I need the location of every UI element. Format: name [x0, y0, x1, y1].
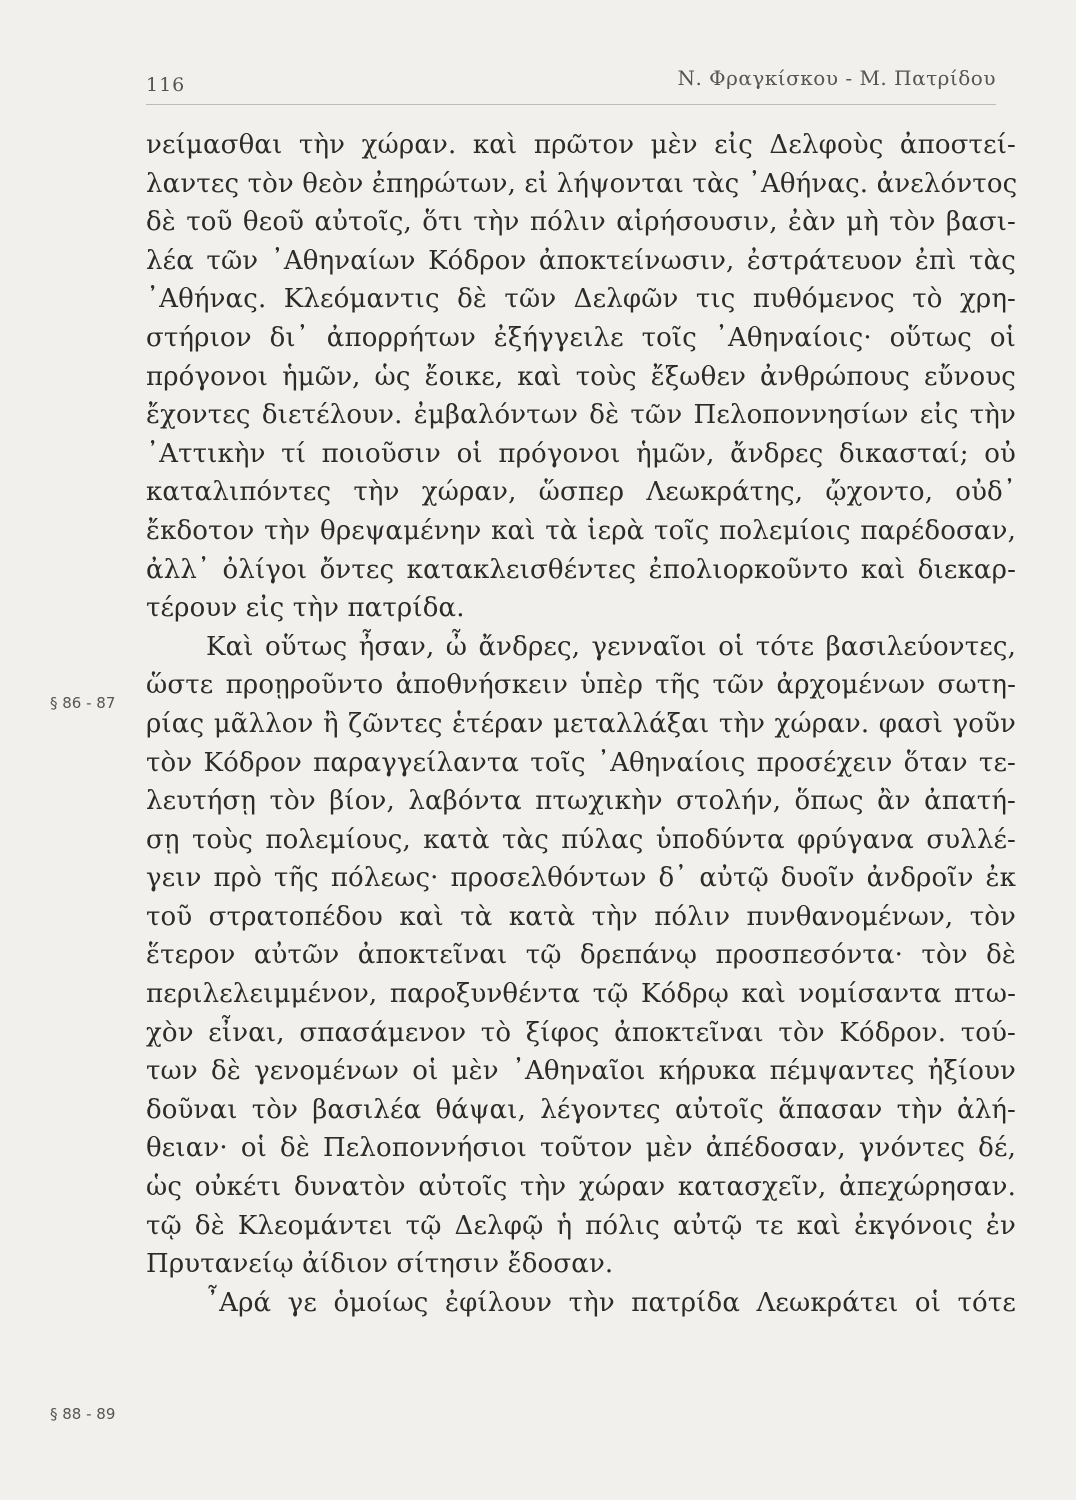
text-line: λαντες τὸν θεὸν ἐπηρώτων, εἰ λήψονται τὰς ᾿Αθήνας. ἀνελόντος	[146, 168, 1018, 199]
text-line: καταλιπόντες τὴν χώραν, ὥσπερ Λεωκράτης, ᾤχοντο, οὐδ᾿	[146, 477, 1016, 508]
text-line: δοῦναι τὸν βασιλέα θάψαι, λέγοντες αὐτοῖς ἅπασαν τὴν ἀλή-	[146, 1094, 1016, 1125]
paragraph-start-line: Καὶ οὕτως ἦσαν, ὦ ἄνδρες, γενναῖοι οἱ τότε βασιλεύοντες,	[206, 631, 1016, 662]
text-line: ὥστε προῃροῦντο ἀποθνήσκειν ὑπὲρ τῆς τῶν ἀρχομένων σωτη-	[146, 670, 1016, 701]
text-line: δὲ τοῦ θεοῦ αὐτοῖς, ὅτι τὴν πόλιν αἱρήσουσιν, ἐὰν μὴ τὸν βασι-	[146, 207, 1016, 238]
text-line: ἔχοντες διετέλουν. ἐμβαλόντων δὲ τῶν Πελοποννησίων εἰς τὴν	[146, 400, 1016, 431]
text-line: σῃ τοὺς πολεμίους, κατὰ τὰς πύλας ὑποδύντα φρύγανα συλλέ-	[146, 824, 1016, 855]
header-rule	[146, 104, 996, 105]
text-line: ἔκδοτον τὴν θρεψαμένην καὶ τὰ ἱερὰ τοῖς πολεμίοις παρέδοσαν,	[146, 515, 1016, 546]
text-line: Πρυτανείῳ ἀίδιον σίτησιν ἔδοσαν.	[146, 1249, 614, 1280]
main-text	[146, 126, 1016, 1322]
text-line: ἀλλ᾿ ὀλίγοι ὄντες κατακλεισθέντες ἐπολιορκοῦντο καὶ διεκαρ-	[146, 554, 1016, 585]
text-line: θειαν· οἱ δὲ Πελοποννήσιοι τοῦτον μὲν ἀπέδοσαν, γνόντες δέ,	[146, 1133, 1016, 1164]
text-line: τέρουν εἰς τὴν πατρίδα.	[146, 593, 465, 624]
text-line: των δὲ γενομένων οἱ μὲν ᾿Αθηναῖοι κήρυκα πέμψαντες ἠξίουν	[146, 1056, 1016, 1087]
text-line: ᾿Αθήνας. Κλεόμαντις δὲ τῶν Δελφῶν τις πυθόμενος τὸ χρη-	[146, 284, 1016, 315]
text-line: ὡς οὐκέτι δυνατὸν αὐτοῖς τὴν χώραν κατασχεῖν, ἀπεχώρησαν.	[146, 1172, 1016, 1203]
text-line: τῷ δὲ Κλεομάντει τῷ Δελφῷ ἡ πόλις αὐτῷ τε καὶ ἐκγόνοις ἐν	[146, 1210, 1016, 1241]
text-line: γειν πρὸ τῆς πόλεως· προσελθόντων δ᾿ αὐτῷ δυοῖν ἀνδροῖν ἐκ	[146, 863, 1016, 894]
text-line: λέα τῶν ᾿Αθηναίων Κόδρον ἀποκτείνωσιν, ἐστράτευον ἐπὶ τὰς	[146, 245, 1016, 276]
text-line: λευτήσῃ τὸν βίον, λαβόντα πτωχικὴν στολήν, ὅπως ἂν ἀπατή-	[146, 786, 1016, 817]
text-line: στήριον δι᾿ ἀπορρήτων ἐξήγγειλε τοῖς ᾿Αθηναίοις· οὕτως οἱ	[146, 322, 1016, 353]
margin-note-section-88-89: § 88 - 89	[50, 1405, 116, 1423]
text-line: τὸν Κόδρον παραγγείλαντα τοῖς ᾿Αθηναίοις προσέχειν ὅταν τε-	[146, 747, 1016, 778]
running-head: Ν. Φραγκίσκου - Μ. Πατρίδου	[677, 66, 996, 90]
page-number: 116	[146, 74, 186, 96]
text-line: νείμασθαι τὴν χώραν. καὶ πρῶτον μὲν εἰς Δελφοὺς ἀποστεί-	[146, 130, 1016, 160]
paragraph-start-line: ῏Αρά γε ὁμοίως ἐφίλουν τὴν πατρίδα Λεωκράτει οἱ τότε	[206, 1287, 1016, 1318]
page-header	[146, 52, 996, 102]
text-line: περιλελειμμένον, παροξυνθέντα τῷ Κόδρῳ καὶ νομίσαντα πτω-	[146, 979, 1016, 1010]
text-line: πρόγονοι ἡμῶν, ὡς ἔοικε, καὶ τοὺς ἔξωθεν ἀνθρώπους εὔνους	[146, 361, 1016, 392]
text-line: ᾿Αττικὴν τί ποιοῦσιν οἱ πρόγονοι ἡμῶν, ἄνδρες δικασταί; οὐ	[146, 438, 1016, 469]
text-line: ρίας μᾶλλον ἢ ζῶντες ἑτέραν μεταλλάξαι τὴν χώραν. φασὶ γοῦν	[146, 708, 1016, 739]
text-line: χὸν εἶναι, σπασάμενον τὸ ξίφος ἀποκτεῖναι τὸν Κόδρον. τού-	[146, 1017, 1016, 1048]
text-line: τοῦ στρατοπέδου καὶ τὰ κατὰ τὴν πόλιν πυνθανομένων, τὸν	[146, 901, 1016, 932]
margin-note-section-86-87: § 86 - 87	[50, 694, 116, 712]
text-line: ἕτερον αὐτῶν ἀποκτεῖναι τῷ δρεπάνῳ προσπεσόντα· τὸν δὲ	[146, 940, 1016, 971]
